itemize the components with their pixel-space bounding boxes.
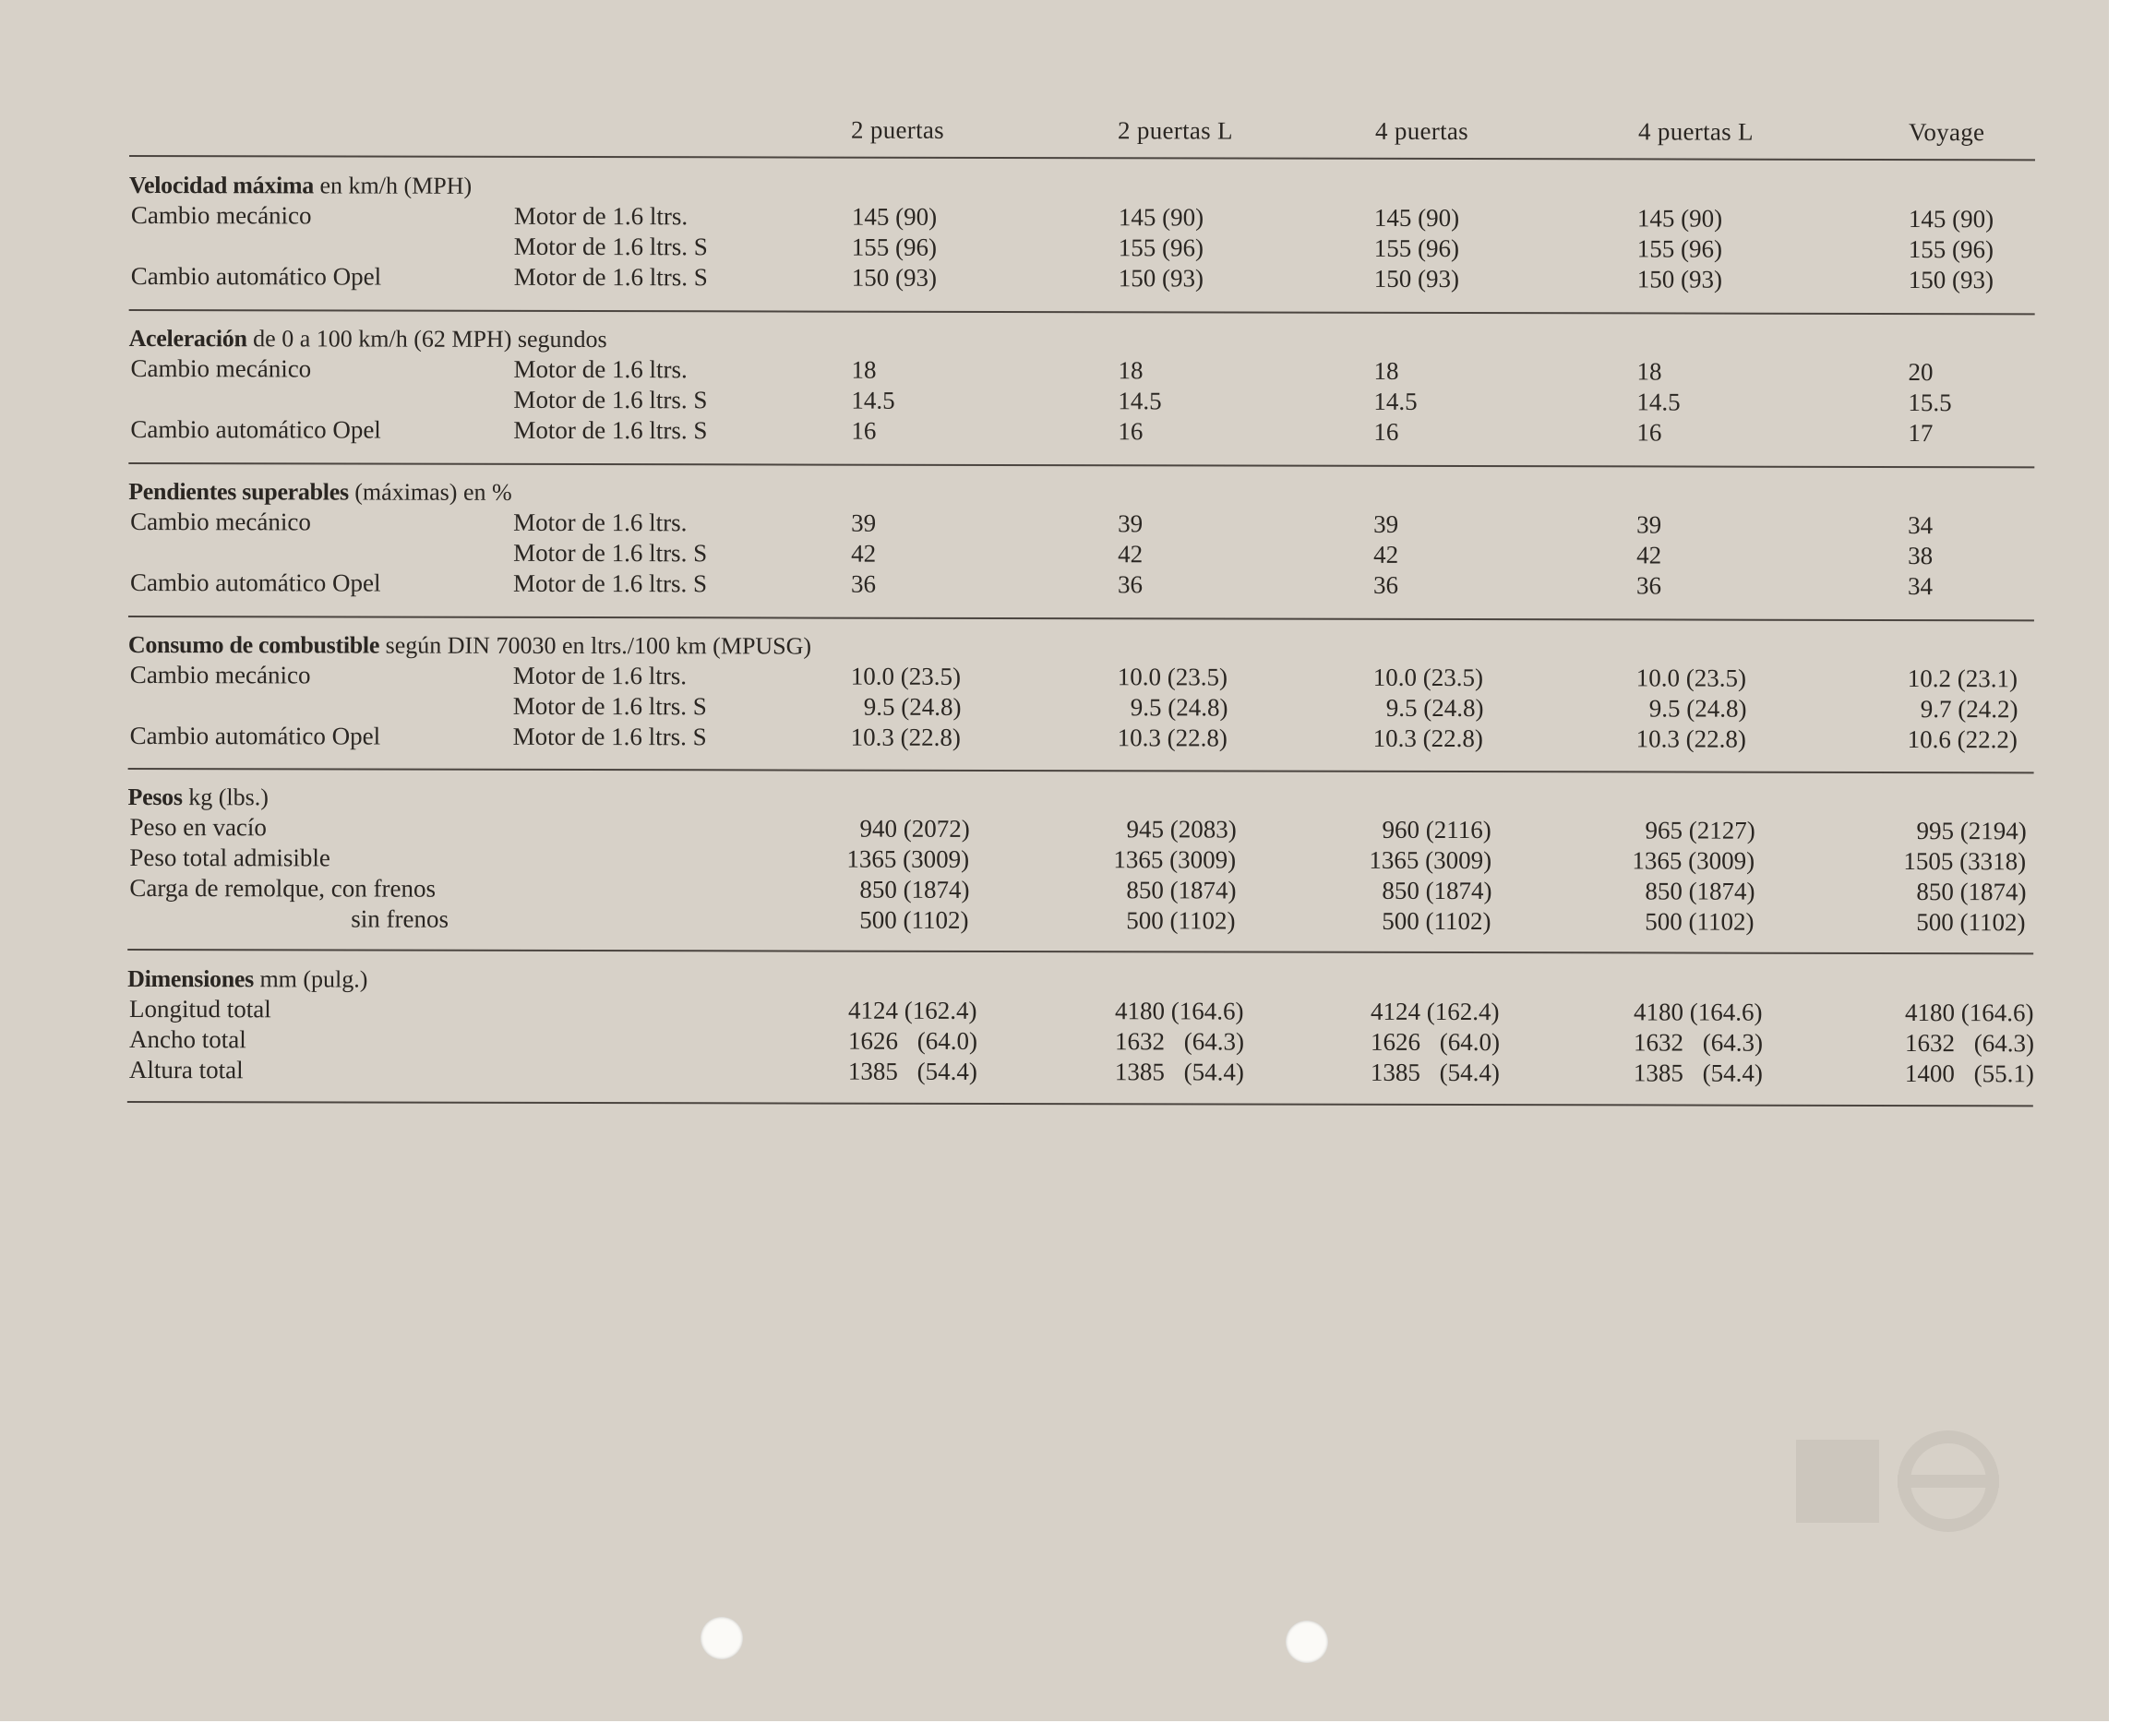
value-2-puertas: 36 [851,569,877,598]
row-label: Carga de remolque, con frenos [129,874,437,903]
table-row [127,812,2027,845]
value-2-puertas: 14.5 [851,386,895,414]
table-row [128,507,1934,540]
value-2-puertas: 42 [851,539,877,568]
column-header-4-puertas: 4 puertas [1375,116,1469,146]
column-header-2-puertas: 2 puertas [851,115,945,144]
value-2-puertas-l: 500 (1102) [1126,906,1236,935]
value-4-puertas-l: 10.3 (22.8) [1635,724,1746,753]
value-4-puertas: 155 (96) [1373,233,1460,263]
row-motor: Motor de 1.6 ltrs. S [513,232,708,261]
value-voyage: 145 (90) [1908,205,1994,233]
value-voyage: 10.2 (23.1) [1907,664,2018,693]
value-2-puertas-l: 9.5 (24.8) [1130,693,1228,722]
value-2-puertas: 1626 (64.0) [847,1026,978,1055]
value-4-puertas: 16 [1373,417,1399,446]
value-2-puertas: 16 [851,416,877,445]
table-row [127,1055,2034,1088]
table-row [128,568,1934,601]
section-title-rest: de 0 a 100 km/h (62 MPH) segundos [253,325,607,353]
row-label: Longitud total [129,995,271,1023]
row-label: Cambio automático Opel [130,415,381,444]
value-4-puertas-l: 500 (1102) [1645,907,1755,936]
value-2-puertas-l: 14.5 [1118,387,1162,415]
value-2-puertas-l: 36 [1118,570,1144,599]
table-row [127,903,2026,937]
value-2-puertas: 1385 (54.4) [847,1057,977,1085]
value-4-puertas-l: 9.5 (24.8) [1648,694,1747,723]
value-2-puertas-l: 1385 (54.4) [1114,1058,1244,1086]
section-pesos [127,783,2027,937]
row-motor: Motor de 1.6 ltrs. [513,508,688,537]
section-title [129,324,607,354]
section-title-rest: (máximas) en % [354,478,512,506]
section-title [127,964,367,995]
value-4-puertas: 500 (1102) [1382,906,1491,936]
row-motor: Motor de 1.6 ltrs. S [512,722,707,751]
table-row [127,994,2034,1027]
column-header-4-puertas-l: 4 puertas L [1638,117,1754,146]
value-2-puertas: 500 (1102) [859,905,969,934]
section-title [128,477,512,508]
value-2-puertas-l: 10.0 (23.5) [1117,663,1228,691]
table-row [127,1024,2035,1058]
value-voyage: 38 [1908,542,1934,570]
value-4-puertas-l: 965 (2127) [1645,816,1755,844]
value-voyage: 1505 (3318) [1903,847,2027,876]
value-2-puertas: 850 (1874) [859,875,970,903]
value-4-puertas: 36 [1373,570,1399,599]
value-4-puertas-l: 16 [1636,418,1662,447]
value-4-puertas: 4124 (162.4) [1371,997,1500,1026]
row-motor: Motor de 1.6 ltrs. S [513,385,708,414]
value-2-puertas-l: 39 [1118,509,1144,538]
section-pendientes-superables [128,477,1934,601]
value-voyage: 995 (2194) [1916,817,2027,845]
table-row [128,660,2018,693]
value-voyage: 34 [1907,572,1934,601]
value-4-puertas: 1385 (54.4) [1370,1058,1500,1087]
row-label: Ancho total [128,1025,246,1054]
value-4-puertas: 18 [1373,356,1399,385]
row-label: Altura total [128,1056,244,1084]
section-title-bold: Consumo de combustible [127,630,380,659]
value-voyage: 10.6 (22.2) [1907,725,2018,754]
value-2-puertas-l: 850 (1874) [1126,876,1237,904]
value-4-puertas-l: 18 [1636,357,1662,386]
scan-margin-right [2109,0,2156,1735]
value-4-puertas-l: 39 [1636,510,1662,539]
section-consumo-combustible [127,630,2018,754]
value-2-puertas-l: 16 [1118,417,1144,446]
section-rule [127,949,2033,954]
value-2-puertas-l: 155 (96) [1118,233,1204,262]
value-2-puertas: 155 (96) [851,233,938,261]
section-title-bold: Pesos [127,783,183,811]
value-4-puertas-l: 4180 (164.6) [1634,998,1763,1026]
value-2-puertas-l: 18 [1118,356,1144,385]
section-rule [128,768,2034,773]
value-2-puertas-l: 10.3 (22.8) [1117,724,1228,752]
value-4-puertas: 145 (90) [1373,203,1460,233]
section-title-rest: kg (lbs.) [188,784,269,811]
value-4-puertas: 850 (1874) [1382,876,1492,905]
column-header-2-puertas-l: 2 puertas L [1118,116,1233,145]
value-4-puertas-l: 14.5 [1636,388,1681,416]
table-row [128,537,1934,570]
row-label: Cambio mecánico [130,354,312,383]
value-voyage: 150 (93) [1908,266,1994,294]
value-voyage: 155 (96) [1908,235,1994,264]
row-motor: Motor de 1.6 ltrs. S [512,691,707,721]
value-4-puertas: 14.5 [1373,387,1418,415]
value-voyage: 1400 (55.1) [1904,1059,2034,1088]
section-title [128,630,811,662]
row-label: Cambio automático Opel [130,262,382,291]
value-2-puertas: 150 (93) [851,263,937,292]
section-title-rest: según DIN 70030 en ltrs./100 km (MPUSG) [385,631,812,660]
row-label: Cambio mecánico [129,661,311,689]
row-motor: Motor de 1.6 ltrs. [513,201,689,231]
value-2-puertas: 1365 (3009) [846,844,970,873]
section-velocidad-maxima [128,171,1994,294]
value-2-puertas: 18 [851,355,877,384]
value-4-puertas-l: 1385 (54.4) [1633,1059,1763,1087]
value-4-puertas: 1626 (64.0) [1370,1027,1501,1057]
section-title [128,783,269,812]
value-4-puertas: 150 (93) [1373,264,1459,293]
value-4-puertas: 9.5 (24.8) [1385,693,1484,723]
value-voyage: 20 [1908,358,1934,387]
value-4-puertas: 42 [1373,540,1399,568]
value-2-puertas: 10.0 (23.5) [850,662,962,690]
row-label: Peso total admisible [129,844,330,872]
row-label: Peso en vacío [129,813,267,842]
value-2-puertas-l: 1365 (3009) [1113,845,1237,874]
row-motor: Motor de 1.6 ltrs. S [513,538,708,568]
value-4-puertas: 10.3 (22.8) [1372,724,1483,753]
row-motor: Motor de 1.6 ltrs. [512,661,688,690]
row-label: sin frenos [351,904,449,933]
section-rule [128,462,2034,468]
section-title-bold: Pendientes superables [128,477,349,506]
row-motor: Motor de 1.6 ltrs. [513,354,688,384]
bottom-rule [127,1101,2033,1107]
value-voyage: 9.7 (24.2) [1920,695,2018,724]
value-4-puertas-l: 1632 (64.3) [1633,1028,1764,1057]
value-2-puertas: 10.3 (22.8) [850,723,961,751]
value-2-puertas: 145 (90) [851,202,938,231]
value-2-puertas-l: 945 (2083) [1126,815,1237,844]
value-4-puertas-l: 150 (93) [1636,265,1722,293]
value-2-puertas-l: 145 (90) [1118,203,1204,232]
table-row [128,721,2018,754]
value-4-puertas: 10.0 (23.5) [1372,663,1484,692]
table-row [129,200,1994,233]
row-motor: Motor de 1.6 ltrs. S [513,415,708,445]
row-label: Cambio mecánico [130,201,312,230]
section-dimensiones [127,964,2035,1088]
section-aceleracion [128,324,1952,448]
value-4-puertas-l: 155 (96) [1636,234,1723,263]
value-2-puertas: 4124 (162.4) [848,996,977,1024]
value-4-puertas-l: 1365 (3009) [1632,846,1755,875]
table-row [128,384,1952,417]
value-2-puertas: 39 [851,509,877,537]
value-2-puertas-l: 4180 (164.6) [1115,997,1244,1025]
header-rule [129,155,2035,161]
table-row [129,261,1994,294]
value-2-puertas: 9.5 (24.8) [863,692,962,721]
column-header-voyage: Voyage [1909,118,1985,147]
value-voyage: 15.5 [1908,389,1952,417]
section-title [129,171,472,201]
value-4-puertas-l: 850 (1874) [1645,877,1755,905]
value-2-puertas-l: 150 (93) [1118,264,1204,293]
row-motor: Motor de 1.6 ltrs. S [513,568,708,598]
value-4-puertas-l: 10.0 (23.5) [1635,664,1747,692]
value-4-puertas-l: 42 [1636,541,1662,569]
section-title-bold: Aceleración [128,324,247,353]
section-title-rest: mm (pulg.) [259,965,368,993]
row-label: Cambio automático Opel [129,722,381,750]
section-title-rest: en km/h (MPH) [319,172,473,199]
table-row [127,873,2027,906]
table-row [127,843,2027,876]
row-motor: Motor de 1.6 ltrs. S [513,262,708,292]
value-voyage: 1632 (64.3) [1904,1029,2035,1058]
table-row [128,414,1934,448]
value-voyage: 17 [1908,419,1934,448]
row-label: Cambio automático Opel [130,568,381,597]
value-4-puertas: 39 [1373,509,1399,538]
section-rule [128,616,2034,621]
value-voyage: 850 (1874) [1916,878,2027,906]
row-label: Cambio mecánico [130,508,311,536]
table-row [128,353,1934,387]
value-4-puertas: 960 (2116) [1382,815,1491,844]
table-row [129,231,1994,264]
value-2-puertas-l: 1632 (64.3) [1114,1027,1245,1056]
table-row [128,690,2018,724]
value-2-puertas-l: 42 [1118,540,1144,568]
value-voyage: 34 [1908,511,1934,540]
section-title-bold: Dimensiones [127,964,254,993]
section-title-bold: Velocidad máxima [128,171,315,199]
value-voyage: 4180 (164.6) [1905,999,2034,1027]
value-4-puertas-l: 36 [1635,571,1662,600]
value-voyage: 500 (1102) [1916,908,2026,937]
value-4-puertas: 1365 (3009) [1369,845,1492,875]
value-2-puertas: 940 (2072) [859,814,970,843]
value-4-puertas-l: 145 (90) [1636,204,1723,233]
section-rule [129,309,2035,315]
